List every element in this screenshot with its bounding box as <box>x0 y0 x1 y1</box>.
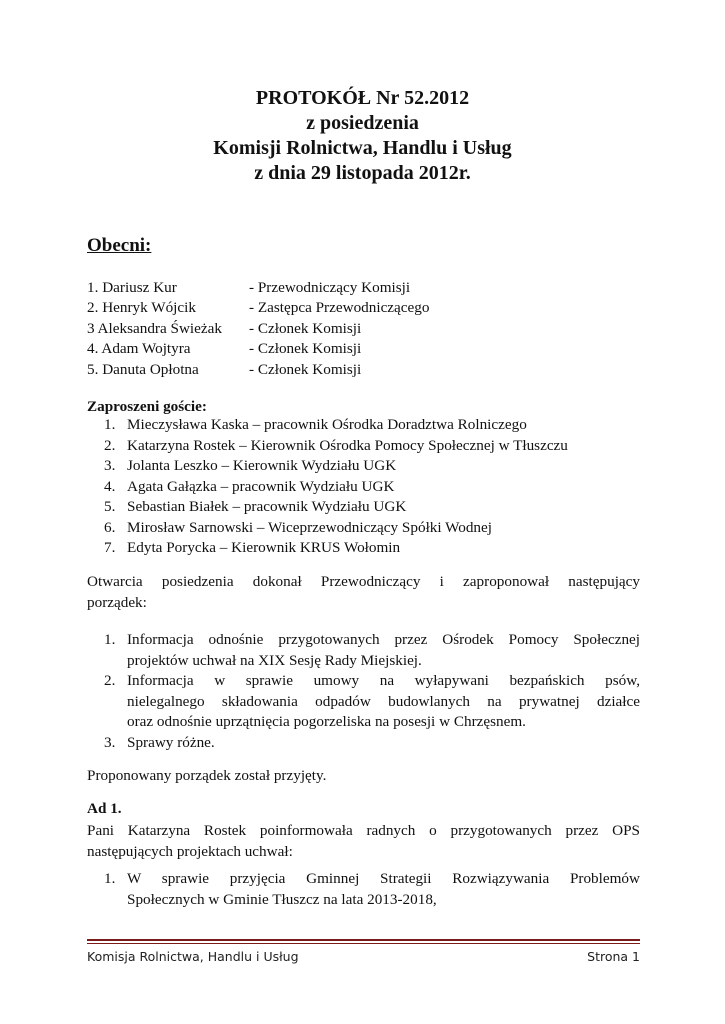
member-row <box>87 339 647 359</box>
member-row <box>87 278 647 298</box>
list-item <box>104 456 568 477</box>
member-role: - Zastępca Przewodniczącego <box>249 299 430 317</box>
guest-text: Mirosław Sarnowski – Wiceprzewodniczący Spółki Wodnej <box>127 518 492 536</box>
agenda-line: oraz odnośnie uprzątnięcia pogorzeliska na posesji w Chrzęsnem. <box>127 713 526 730</box>
list-item <box>104 538 568 559</box>
agenda-line: Sprawy różne. <box>127 733 215 751</box>
ad1-heading: Ad 1. <box>87 800 122 817</box>
item-number: 3. <box>104 733 116 751</box>
item-number: 7. <box>104 539 116 556</box>
resolution-item <box>104 869 640 910</box>
member-name: 1. Dariusz Kur <box>87 279 177 296</box>
title-line-1: PROTOKÓŁ Nr 52.2012 <box>255 87 470 109</box>
item-number: 3. <box>104 457 116 474</box>
guest-text: Jolanta Leszko – Kierownik Wydziału UGK <box>127 457 397 474</box>
paragraph-line: następujących projektach uchwał: <box>87 842 293 860</box>
guest-text: Agata Gałązka – pracownik Wydziału UGK <box>127 477 395 495</box>
paragraph-line: Pani Katarzyna Rostek poinformowała radnych o przygotowanych przez OPS <box>87 822 640 839</box>
agenda-accepted: Proponowany porządek został przyjęty. <box>87 767 327 784</box>
item-number: 5. <box>104 498 116 515</box>
list-item <box>104 497 568 518</box>
guest-text: Mieczysława Kaska – pracownik Ośrodka Doradztwa Rolniczego <box>127 416 527 433</box>
agenda-line: Informacja odnośnie przygotowanych przez Ośrodek Pomocy Społecznej <box>127 631 640 648</box>
ad1-paragraph <box>87 821 640 862</box>
opening-paragraph <box>87 572 640 613</box>
present-heading: Obecni: <box>87 235 152 256</box>
resolution-list <box>104 869 640 910</box>
list-item <box>104 477 568 498</box>
document-title <box>0 86 725 186</box>
item-number: 2. <box>104 436 116 454</box>
list-item <box>104 415 568 436</box>
agenda-line: Informacja w sprawie umowy na wyłapywani bezpańskich psów, <box>127 672 640 689</box>
agenda-line: projektów uchwał na XIX Sesję Rady Miejskiej. <box>127 651 422 669</box>
guests-heading: Zaproszeni goście: <box>87 398 207 415</box>
member-name: 5. Danuta Opłotna <box>87 360 199 378</box>
paragraph-line: Otwarcia posiedzenia dokonał Przewodniczący i zaproponował następujący <box>87 573 640 590</box>
members-list <box>87 278 647 380</box>
resolution-line: Społecznych w Gminie Tłuszcz na lata 2013-2018, <box>127 890 437 908</box>
title-line-4: z dnia 29 listopada 2012r. <box>254 162 471 184</box>
item-number: 1. <box>104 416 116 433</box>
guests-list <box>104 415 568 559</box>
member-role: - Przewodniczący Komisji <box>249 279 411 296</box>
member-name: 3 Aleksandra Świeżak <box>87 319 222 337</box>
member-name: 2. Henryk Wójcik <box>87 299 196 317</box>
page-number: Strona 1 <box>587 949 640 964</box>
item-number: 2. <box>104 672 116 689</box>
footer-rule <box>87 939 640 941</box>
member-role: - Członek Komisji <box>249 360 362 378</box>
item-number: 6. <box>104 518 116 536</box>
member-row <box>87 298 647 318</box>
agenda-item <box>104 733 640 754</box>
resolution-line: W sprawie przyjęcia Gminnej Strategii Rozwiązywania Problemów <box>127 870 640 887</box>
paragraph-line: porządek: <box>87 593 147 611</box>
member-name: 4. Adam Wojtyra <box>87 340 191 358</box>
agenda-item <box>104 671 640 733</box>
agenda-line: nielegalnego składowania odpadów budowlanych na prywatnej działce <box>127 692 640 710</box>
agenda-list <box>104 630 640 753</box>
member-row <box>87 319 647 339</box>
member-role: - Członek Komisji <box>249 340 362 358</box>
item-number: 1. <box>104 631 116 648</box>
guest-text: Katarzyna Rostek – Kierownik Ośrodka Pomocy Społecznej w Tłuszczu <box>127 436 568 454</box>
guest-text: Sebastian Białek – pracownik Wydziału UGK <box>127 498 407 515</box>
member-role: - Członek Komisji <box>249 319 362 337</box>
item-number: 1. <box>104 870 116 887</box>
footer-rule-thin <box>87 943 640 944</box>
list-item <box>104 436 568 457</box>
member-row <box>87 360 647 380</box>
footer-left-text: Komisja Rolnictwa, Handlu i Usług <box>87 949 299 964</box>
title-line-2: z posiedzenia <box>306 112 419 134</box>
agenda-item <box>104 630 640 671</box>
title-line-3: Komisji Rolnictwa, Handlu i Usług <box>213 137 512 159</box>
item-number: 4. <box>104 477 116 495</box>
guest-text: Edyta Porycka – Kierownik KRUS Wołomin <box>127 539 401 556</box>
list-item <box>104 518 568 539</box>
